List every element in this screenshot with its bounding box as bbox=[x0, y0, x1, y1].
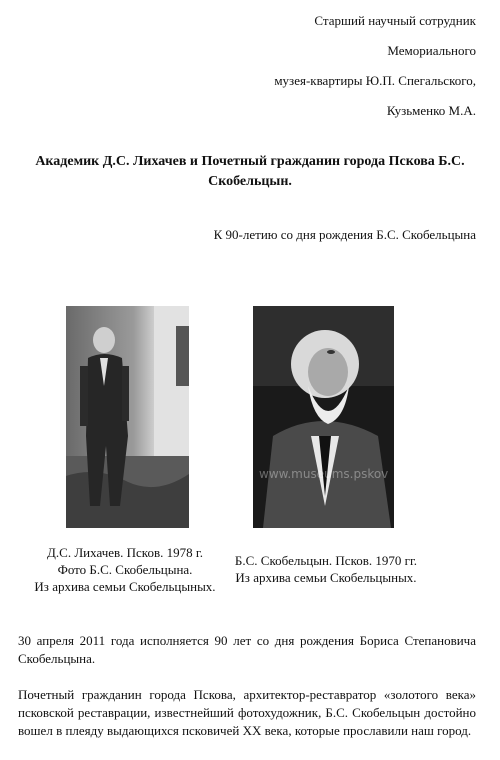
photo-skobeltsyn bbox=[253, 306, 394, 528]
article-title: Академик Д.С. Лихачев и Почетный гражданин города Пскова Б.С. Скобельцын. bbox=[35, 154, 465, 189]
portrait-photo-icon bbox=[253, 306, 394, 528]
author-line: Мемориального bbox=[387, 43, 476, 58]
photo-caption-skobeltsyn bbox=[222, 552, 430, 586]
author-block bbox=[274, 6, 476, 126]
author-line: Кузьменко М.А. bbox=[386, 103, 476, 118]
caption-line: Фото Б.С. Скобельцына. bbox=[57, 562, 193, 577]
body-paragraph: Почетный гражданин города Пскова, архитектор-реставратор «золотого века» псковской реставрации, известнейший фотохудожник, Б.С. Скобельцын достойно вошел в плеяду выдающихся псковичей XX века, которые прославили наш город. bbox=[18, 687, 476, 738]
photo-likhachev bbox=[66, 306, 189, 528]
dedication: К 90-летию со дня рождения Б.С. Скобельцына bbox=[213, 227, 476, 242]
caption-line: Из архива семьи Скобельцыных. bbox=[34, 579, 216, 594]
author-line: Старший научный сотрудник bbox=[314, 13, 476, 28]
watermark: www.museums.pskov bbox=[259, 467, 389, 481]
author-line: музея-квартиры Ю.П. Спегальского, bbox=[274, 73, 476, 88]
caption-line: Д.С. Лихачев. Псков. 1978 г. bbox=[47, 545, 203, 560]
portrait-photo-icon bbox=[66, 306, 189, 528]
photo-caption-likhachev bbox=[22, 544, 228, 595]
caption-line: Из архива семьи Скобельцыных. bbox=[235, 570, 417, 585]
caption-line: Б.С. Скобельцын. Псков. 1970 гг. bbox=[234, 553, 418, 568]
body-paragraph: 30 апреля 2011 года исполняется 90 лет со дня рождения Бориса Степановича Скобельцына. bbox=[18, 633, 476, 666]
